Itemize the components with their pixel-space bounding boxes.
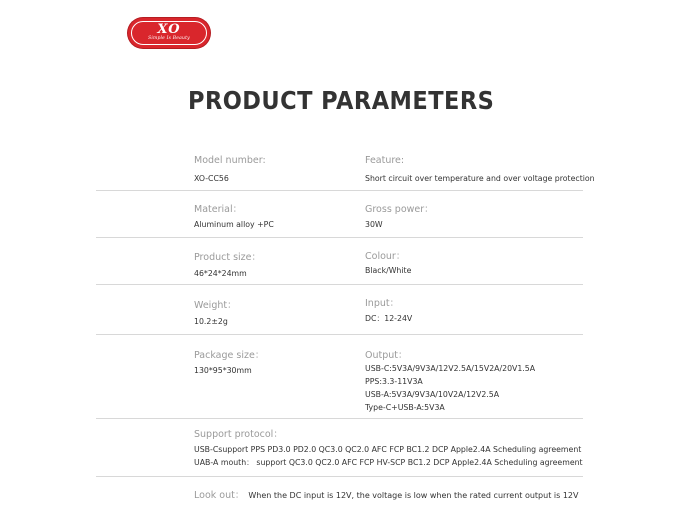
model-number-value: XO-CC56 xyxy=(194,174,229,183)
lookout-text: When the DC input is 12V, the voltage is low when the rated current output is 12V xyxy=(248,491,579,500)
output-label: Output： xyxy=(365,350,408,361)
output-line: USB-C:5V3A/9V3A/12V2.5A/15V2A/20V1.5A xyxy=(365,364,536,373)
weight-label: Weight： xyxy=(194,300,237,311)
feature-value: Short circuit over temperature and over voltage protection xyxy=(365,174,595,183)
material-label: Material： xyxy=(194,204,243,215)
row-divider xyxy=(96,476,583,477)
colour-value: Black/White xyxy=(365,266,412,275)
output-line: USB-A:5V3A/9V3A/10V2A/12V2.5A xyxy=(365,390,500,399)
brand-logo-mark: XO xyxy=(157,22,181,37)
weight-value: 10.2±2g xyxy=(194,317,228,326)
package-size-value: 130*95*30mm xyxy=(194,366,252,375)
lookout-note xyxy=(194,487,578,501)
row-divider xyxy=(96,284,583,285)
input-label: Input： xyxy=(365,298,400,309)
lookout-label: Look out： xyxy=(194,490,245,501)
output-line: Type-C+USB-A:5V3A xyxy=(365,403,445,412)
brand-logo-frame xyxy=(131,21,207,45)
row-divider xyxy=(96,334,583,335)
gross-power-value: 30W xyxy=(365,220,383,229)
support-protocol-label: Support protocol： xyxy=(194,429,283,440)
product-size-label: Product size： xyxy=(194,252,262,263)
product-size-value: 46*24*24mm xyxy=(194,269,247,278)
row-divider xyxy=(96,237,583,238)
support-protocol-line: UAB-A mouth： support QC3.0 QC2.0 AFC FCP HV-SCP BC1.2 DCP Apple2.4A Scheduling agreement xyxy=(194,458,583,467)
brand-logo-tagline: Simple Is Beauty xyxy=(148,36,190,41)
package-size-label: Package size： xyxy=(194,350,265,361)
colour-label: Colour： xyxy=(365,251,406,262)
output-line: PPS:3.3-11V3A xyxy=(365,377,423,386)
feature-label: Feature: xyxy=(365,155,405,166)
page-title: PRODUCT PARAMETERS xyxy=(188,86,495,115)
input-value: DC：12-24V xyxy=(365,314,413,323)
row-divider xyxy=(96,190,583,191)
material-value: Aluminum alloy +PC xyxy=(194,220,274,229)
support-protocol-line: USB-Csupport PPS PD3.0 PD2.0 QC3.0 QC2.0 AFC FCP BC1.2 DCP Apple2.4A Scheduling agreement xyxy=(194,445,582,454)
row-divider xyxy=(96,418,583,419)
gross-power-label: Gross power： xyxy=(365,204,434,215)
brand-logo xyxy=(128,18,210,48)
model-number-label: Model number: xyxy=(194,155,266,166)
